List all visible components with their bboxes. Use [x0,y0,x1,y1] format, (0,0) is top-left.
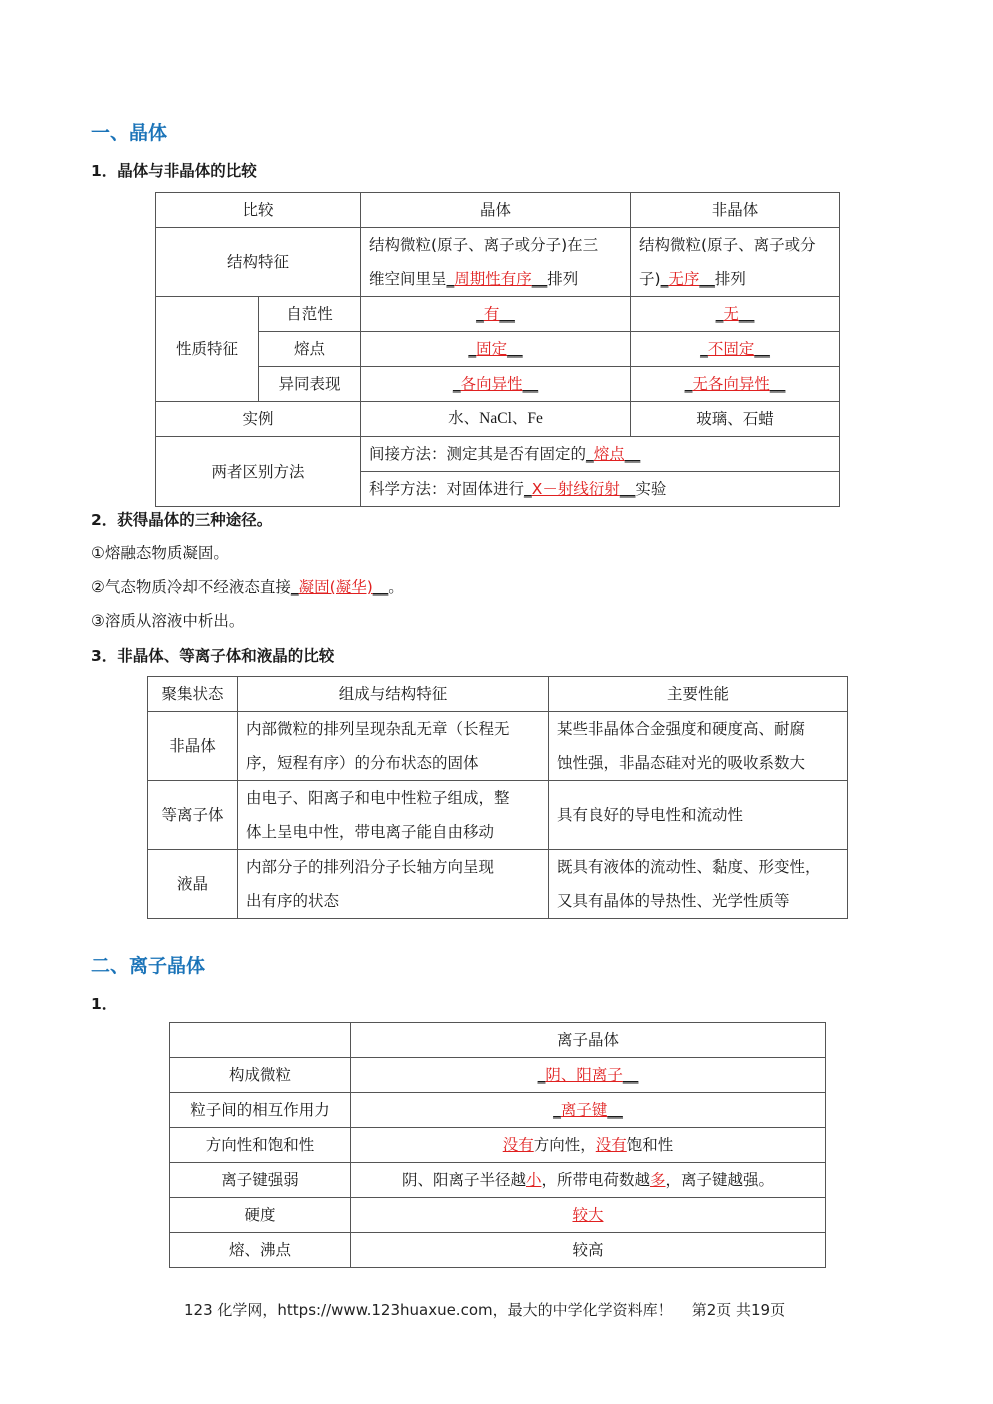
cell-example-crystal: 水、NaCl、Fe [361,402,631,437]
answer-melting-point: 熔点 [593,445,625,463]
footer-text [184,1299,785,1320]
header-compare: 比较 [156,193,361,228]
header-state: 聚集状态 [148,677,238,712]
cell-bond-strength [351,1163,826,1198]
struct-liquid-crystal [238,850,549,919]
struct-plasma [238,781,549,850]
text: 排列 [547,270,579,288]
answer-small: 小 [525,1171,542,1189]
blank: __ [531,270,548,288]
cell-particles: _阴、阳离子__ [351,1058,826,1093]
label-direction: 方向性和饱和性 [170,1128,351,1163]
cell-melt-crystal: _固定__ [361,332,631,367]
label-particles: 构成微粒 [170,1058,351,1093]
cell-structure-noncrystal [631,228,840,297]
cell-force: _离子键__ [351,1093,826,1128]
label-self-shaping: 自范性 [259,297,361,332]
header-performance: 主要性能 [549,677,848,712]
blank: _ [446,270,455,288]
cell-self-noncrystal: _无__ [631,297,840,332]
answer-no-saturation: 没有 [595,1136,627,1154]
row-label-structure: 结构特征 [156,228,361,297]
label-melting-point: 熔点 [259,332,361,367]
cell-hardness [351,1198,826,1233]
text-line: 内部分子的排列沿分子长轴方向呈现 [246,858,495,876]
state-plasma: 等离子体 [148,781,238,850]
answer-disorder: 无序 [668,270,700,288]
text: 排列 [714,270,746,288]
answer-more: 多 [650,1171,666,1189]
subheading-comparison: 1．晶体与非晶体的比较 [91,162,257,180]
row-label-example: 实例 [156,402,361,437]
answer-periodic-order: 周期性有序 [454,270,532,288]
text-line: 结构微粒(原子、离子或分子)在三 [369,236,599,254]
label-melting-boiling: 熔、沸点 [170,1233,351,1268]
answer-not-fixed: 不固定 [707,340,755,358]
answer-ionic-bond: 离子键 [560,1101,608,1119]
text-line: 某些非晶体合金强度和硬度高、耐腐 [557,720,806,738]
answer-isotropy: 无各向异性 [692,375,770,393]
header-blank [170,1023,351,1058]
cell-aniso-crystal: _各向异性__ [361,367,631,402]
cell-melting-boiling: 较高 [351,1233,826,1268]
text-line: 内部微粒的排列呈现杂乱无章（长程无 [246,720,510,738]
text: 子) [639,270,661,288]
text: 维空间里呈 [369,270,447,288]
cell-example-noncrystal: 玻璃、石蜡 [631,402,840,437]
crystal-comparison-table [155,192,840,507]
subheading-states: 3．非晶体、等离子体和液晶的比较 [91,647,335,665]
ionic-crystal-table [169,1022,826,1268]
state-amorphous: 非晶体 [148,712,238,781]
perf-plasma: 具有良好的导电性和流动性 [549,781,848,850]
text-line: 体上呈电中性，带电离子能自由移动 [246,823,495,841]
text: ②气态物质冷却不经液态直接 [91,578,291,596]
perf-liquid-crystal [549,850,848,919]
text-line: 既具有液体的流动性、黏度、形变性， [557,858,821,876]
text: ，离子键越强。 [665,1171,775,1189]
answer-has: 有 [483,305,500,323]
label-bond-strength: 离子键强弱 [170,1163,351,1198]
header-structure: 组成与结构特征 [238,677,549,712]
text: 阴、阳离子半径越 [401,1171,526,1189]
way-3: ③溶质从溶液中析出。 [91,612,245,630]
way-1: ①熔融态物质凝固。 [91,544,229,562]
text: 。 [388,578,404,596]
cell-scientific-method: 科学方法：对固体进行_X－射线衍射__实验 [361,472,840,507]
label-hardness: 硬度 [170,1198,351,1233]
cell-indirect-method: 间接方法：测定其是否有固定的_熔点__ [361,437,840,472]
states-comparison-table [147,676,848,919]
blank: _ [660,270,669,288]
text-line: 结构微粒(原子、离子或分 [639,236,816,254]
text: ，所带电荷数越 [541,1171,650,1189]
blank: __ [699,270,715,288]
label-anisotropy: 异同表现 [259,367,361,402]
answer-larger: 较大 [572,1206,604,1224]
text-line: 由电子、阳离子和电中性粒子组成，整 [246,789,510,807]
text: 间接方法：测定其是否有固定的 [369,445,587,463]
label-force: 粒子间的相互作用力 [170,1093,351,1128]
subheading-ionic-1: 1． [91,995,118,1013]
row-label-properties: 性质特征 [156,297,259,402]
answer-sublimation: 凝固(凝华) [298,578,373,596]
text-line: 蚀性强，非晶态硅对光的吸收系数大 [557,754,806,772]
perf-amorphous [549,712,848,781]
text-line [639,262,831,296]
cell-melt-noncrystal: _不固定__ [631,332,840,367]
text: 方向性， [533,1136,596,1154]
footer-site: 123 化学网，https://www.123huaxue.com，最大的中学化学资料库！ [184,1301,673,1319]
text: 饱和性 [626,1136,674,1154]
cell-structure-crystal [361,228,631,297]
text-line: 出有序的状态 [246,892,340,910]
header-noncrystal: 非晶体 [631,193,840,228]
answer-none: 无 [723,305,739,323]
answer-anisotropy: 各向异性 [460,375,523,393]
answer-ions: 阴、阳离子 [545,1066,623,1084]
way-2: ②气态物质冷却不经液态直接_凝固(凝华)__。 [91,578,404,596]
answer-fixed: 固定 [476,340,508,358]
answer-xray: X－射线衍射 [531,480,620,498]
cell-aniso-noncrystal: _无各向异性__ [631,367,840,402]
text: 科学方法：对固体进行 [369,480,525,498]
section-title-ionic-crystal: 二、离子晶体 [91,955,206,977]
text: 实验 [635,480,667,498]
cell-self-crystal: _有__ [361,297,631,332]
footer-page: 第2页 共19页 [691,1301,786,1319]
subheading-three-ways: 2．获得晶体的三种途径。 [91,511,273,529]
answer-no-direction: 没有 [502,1136,534,1154]
text-line: 又具有晶体的导热性、光学性质等 [557,892,790,910]
text-line: 序，短程有序）的分布状态的固体 [246,754,479,772]
header-crystal: 晶体 [361,193,631,228]
text-line [369,262,622,296]
section-title-crystal: 一、晶体 [91,122,168,144]
struct-amorphous [238,712,549,781]
row-label-distinguish: 两者区别方法 [156,437,361,507]
state-liquid-crystal: 液晶 [148,850,238,919]
header-ionic: 离子晶体 [351,1023,826,1058]
cell-direction [351,1128,826,1163]
